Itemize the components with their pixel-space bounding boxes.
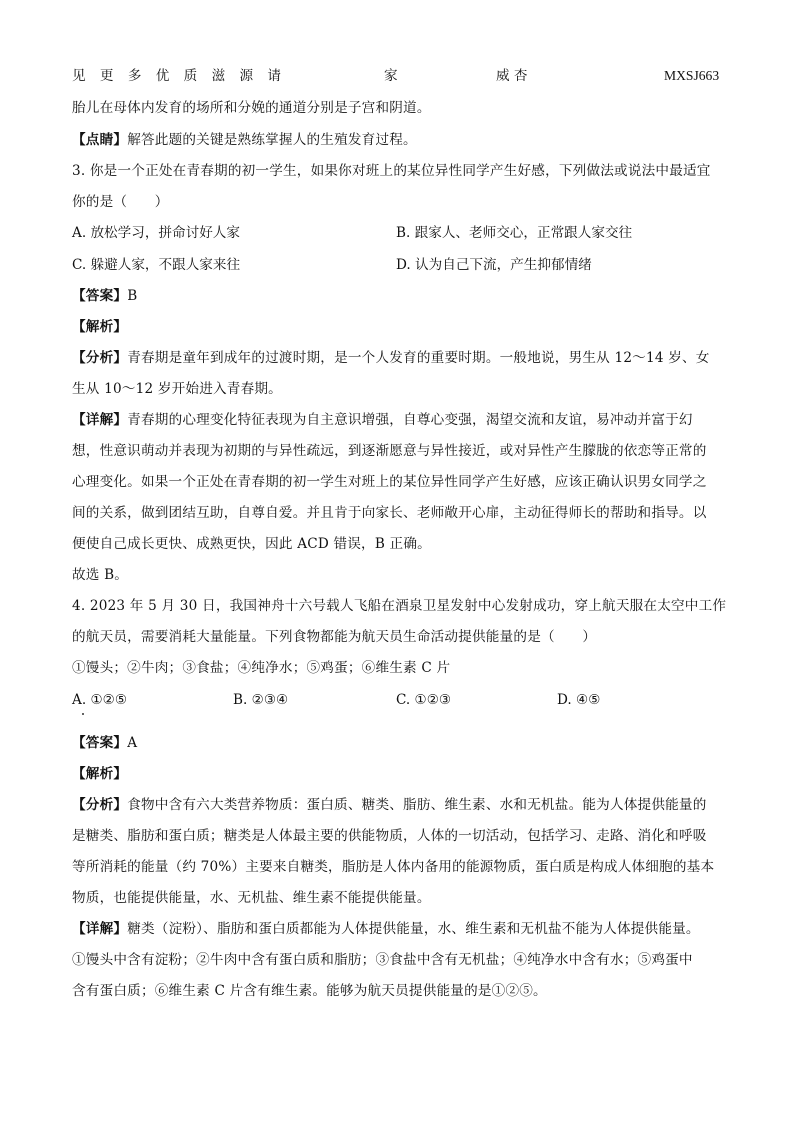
question-4-analysis-3: 等所消耗的能量（约 70%）主要来自糖类，脂肪是人体内备用的能源物质，蛋白质是构成人体细胞的基本 <box>72 859 715 875</box>
answer-tag: 【答案】 <box>72 288 128 304</box>
question-4-food-list: ①馒头；②牛肉；③食盐；④纯净水；⑤鸡蛋；⑥维生素 C 片 <box>72 660 451 676</box>
question-4-option-d: D. ④⑤ <box>557 692 601 708</box>
question-4-detail-2: ①馒头中含有淀粉；②牛肉中含有蛋白质和脂肪；③食盐中含有无机盐；④纯净水中含有水；⑤鸡蛋中 <box>72 952 693 968</box>
question-3-option-c: C. 躲避人家，不跟人家来往 <box>72 257 241 273</box>
header-mid-2: 威 杏 <box>496 68 528 84</box>
question-4-analysis-4: 物质，也能提供能量，水、无机盐、维生素不能提供能量。 <box>72 890 431 906</box>
answer-value: A <box>127 735 138 751</box>
question-3-detail-2: 想，性意识萌动并表现为初期的与异性疏远，到逐渐愿意与异性接近，或对异性产生朦胧的依恋等正常的 <box>72 443 707 459</box>
dianjing-line <box>72 130 724 150</box>
question-3-detail-1 <box>72 410 724 430</box>
detail-text: 糖类（淀粉）、脂肪和蛋白质都能为人体提供能量，水、维生素和无机盐不能为人体提供能量。 <box>127 921 700 937</box>
question-4-detail-3: 含有蛋白质；⑥维生素 C 片含有维生素。能够为航天员提供能量的是①②⑤。 <box>72 983 547 999</box>
question-4-analysis-1 <box>72 795 724 815</box>
question-3-stem-1: 3. 你是一个正处在青春期的初一学生，如果你对班上的某位异性同学产生好感，下列做法或说法中最适宜 <box>72 163 711 179</box>
question-3-detail-4: 间的关系，做到团结互助，自尊自爱。并且肯于向家长、老师敞开心扉，主动征得师长的帮助和指导。以 <box>72 505 707 521</box>
question-4-jiexi-tag: 【解析】 <box>72 766 128 782</box>
question-3-detail-3: 心理变化。如果一个正处在青春期的初一学生对班上的某位异性同学产生好感，应该正确认识男女同学之 <box>72 474 707 490</box>
header-right-code: MXSJ663 <box>664 68 720 83</box>
paragraph-line: 胎儿在母体内发育的场所和分娩的通道分别是子宫和阴道。 <box>72 100 431 116</box>
question-4-analysis-2: 是糖类、脂肪和蛋白质；糖类是人体最主要的供能物质，人体的一切活动，包括学习、走路、消化和呼吸 <box>72 828 707 844</box>
stray-mark <box>82 713 84 715</box>
question-4-answer <box>72 733 724 753</box>
detail-tag: 【详解】 <box>72 412 128 428</box>
question-3-jiexi-tag: 【解析】 <box>72 319 128 335</box>
detail-tag: 【详解】 <box>72 921 128 937</box>
analysis-text: 食物中含有六大类营养物质：蛋白质、糖类、脂肪、维生素、水和无机盐。能为人体提供能量的 <box>127 797 707 813</box>
dianjing-text: 解答此题的关键是熟练掌握人的生殖发育过程。 <box>127 132 417 148</box>
question-3-answer <box>72 286 724 306</box>
analysis-tag: 【分析】 <box>72 350 128 366</box>
detail-text: 青春期的心理变化特征表现为自主意识增强，自尊心变强，渴望交流和友谊，易冲动并富于幻 <box>127 412 693 428</box>
question-3-option-a: A. 放松学习，拼命讨好人家 <box>72 225 240 241</box>
answer-value: B <box>127 288 138 304</box>
header-mid-1: 家 <box>384 68 398 84</box>
question-3-analysis-2: 生从 10～12 岁开始进入青春期。 <box>72 381 282 397</box>
analysis-tag: 【分析】 <box>72 797 128 813</box>
question-3-option-b: B. 跟家人、老师交心，正常跟人家交往 <box>396 225 633 241</box>
question-4-stem-1: 4. 2023 年 5 月 30 日，我国神舟十六号载人飞船在酒泉卫星发射中心发射成功，穿上航天服在太空中工作 <box>72 598 727 614</box>
analysis-text: 青春期是童年到成年的过渡时期，是一个人发育的重要时期。一般地说，男生从 12～14 岁、女 <box>127 350 710 366</box>
question-4-option-c: C. ①②③ <box>396 692 452 708</box>
question-4-stem-2: 的航天员，需要消耗大量能量。下列食物都能为航天员生命活动提供能量的是（ ） <box>72 629 597 645</box>
question-4-detail-1 <box>72 919 724 939</box>
question-3-stem-2: 你的是（ ） <box>72 194 169 210</box>
question-4-option-a: A. ①②⑤ <box>72 692 128 708</box>
question-4-option-b: B. ②③④ <box>233 692 289 708</box>
header-left: 见 更 多 优 质 滋 源 请 <box>72 68 286 84</box>
question-3-conclusion: 故选 B。 <box>72 567 129 583</box>
question-3-analysis-1 <box>72 348 724 368</box>
question-3-detail-5: 便使自己成长更快、成熟更快，因此 ACD 错误，B 正确。 <box>72 536 431 552</box>
answer-tag: 【答案】 <box>72 735 128 751</box>
question-3-option-d: D. 认为自己下流，产生抑郁情绪 <box>396 257 592 273</box>
dianjing-tag: 【点睛】 <box>72 132 128 148</box>
